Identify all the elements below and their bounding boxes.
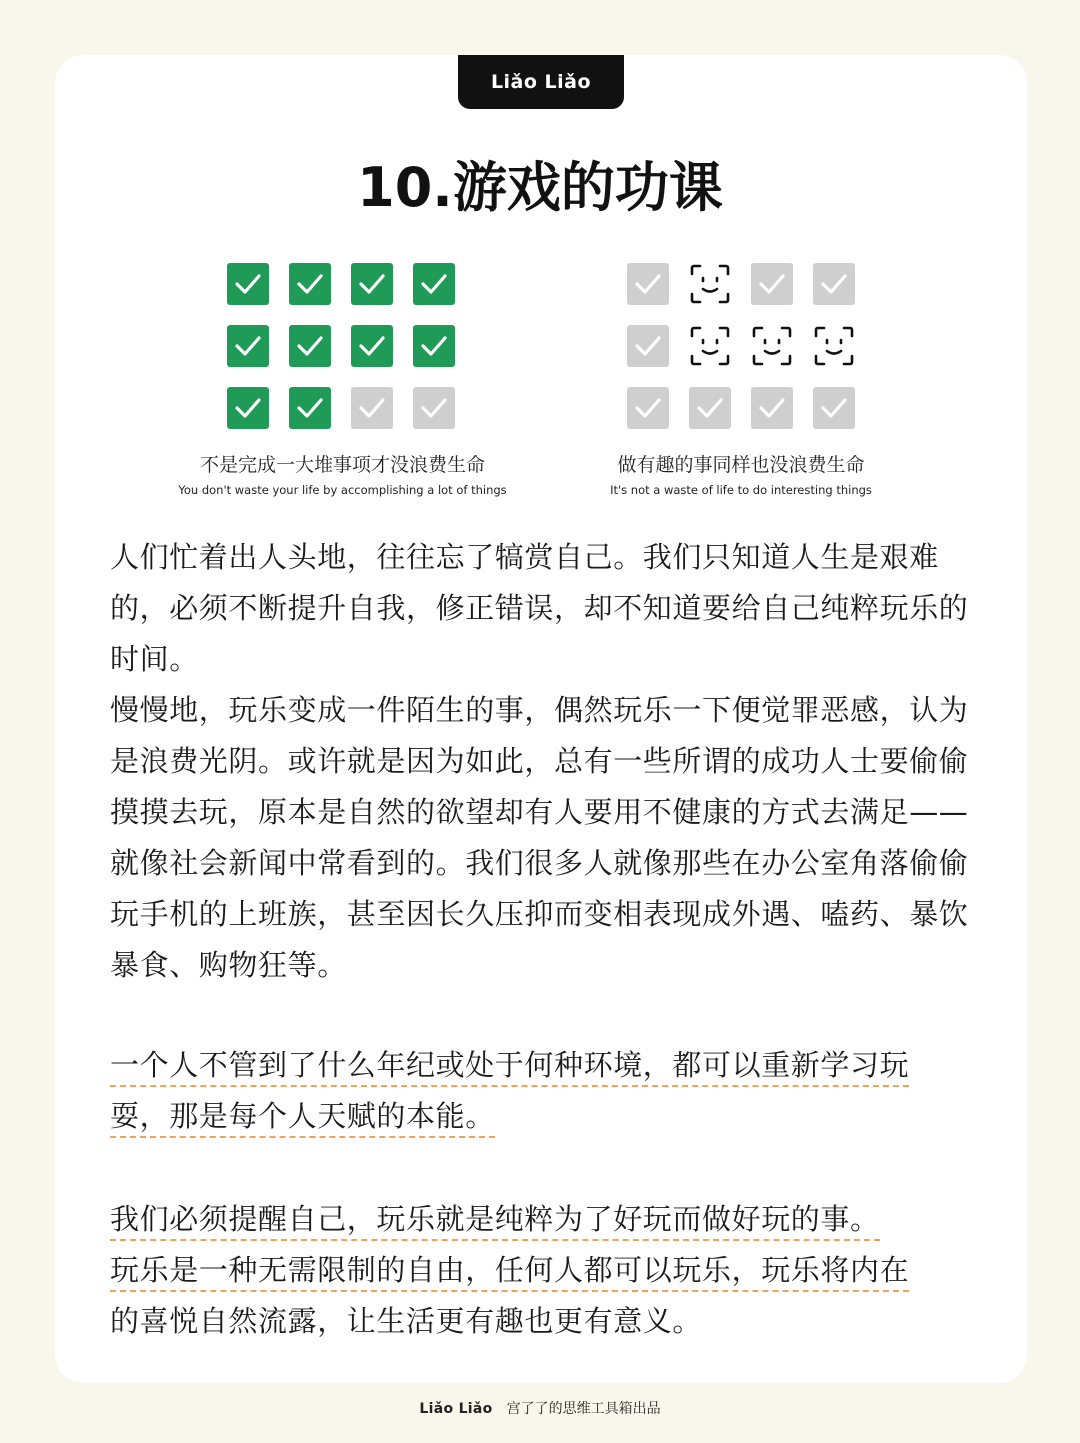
right-caption [570,450,912,497]
check-icon [689,387,731,429]
check-icon [813,263,855,305]
left-caption-en: You don't waste your life by accomplishing a lot of things [178,483,507,497]
smiley-face-icon [689,325,731,367]
smiley-face-icon [813,325,855,367]
left-caption-zh: 不是完成一大堆事项才没浪费生命 [199,454,485,476]
highlight-line: 一个人不管到了什么年纪或处于何种环境，都可以重新学习玩 [110,1048,909,1087]
check-icon [289,263,331,305]
paragraph-line: 的喜悦自然流露，让生活更有趣也更有意义。 [110,1304,703,1338]
highlight-line: 我们必须提醒自己，玩乐就是纯粹为了好玩而做好玩的事。 [110,1202,880,1241]
page-title: 10.游戏的功课 [357,156,723,219]
check-icon [751,263,793,305]
highlight-line: 玩乐是一种无需限制的自由，任何人都可以玩乐，玩乐将内在 [110,1253,909,1292]
check-icon [227,387,269,429]
check-icon [227,263,269,305]
footer-logo: Liǎo Liǎo [419,1401,493,1417]
check-icon [289,325,331,367]
footer-text: 宫了了的思维工具箱出品 [506,1401,661,1417]
highlight-paragraph-2 [110,1194,990,1347]
check-icon [351,387,393,429]
paragraph-2: 慢慢地，玩乐变成一件陌生的事，偶然玩乐一下便觉罪恶感，认为是浪费光阴。或许就是因为如此，总有一些所谓的成功人士要偷偷摸摸去玩，原本是自然的欲望却有人要用不健康的方式去满足——就像社会新闻中常看到的。我们很多人就像那些在办公室角落偷偷玩手机的上班族，甚至因长久压抑而变相表现成外遇、嗑药、暴饮暴食、购物狂等。 [110,693,969,982]
check-icon [627,263,669,305]
checklist-grid-accomplished [227,263,455,429]
check-icon [813,387,855,429]
check-icon [351,263,393,305]
highlight-paragraph-1 [110,1040,990,1142]
check-icon [413,325,455,367]
check-icon [351,325,393,367]
smiley-face-icon [751,325,793,367]
highlight-line: 耍，那是每个人天赋的本能。 [110,1099,495,1138]
right-caption-en: It's not a waste of life to do interesting things [610,483,872,497]
paragraph-intro [110,532,990,991]
footer [0,1398,1080,1418]
check-icon [751,387,793,429]
check-icon [413,263,455,305]
right-caption-zh: 做有趣的事同样也没浪费生命 [617,454,865,476]
paragraph-1: 人们忙着出人头地，往往忘了犒赏自己。我们只知道人生是艰难的，必须不断提升自我，修正错误，却不知道要给自己纯粹玩乐的时间。 [110,540,969,676]
check-icon [627,387,669,429]
check-icon [413,387,455,429]
brand-logo: Liǎo Liǎo [458,55,624,109]
checklist-grid-interesting [627,263,855,429]
check-icon [227,325,269,367]
check-icon [289,387,331,429]
smiley-face-icon [689,263,731,305]
left-caption [165,450,520,497]
check-icon [627,325,669,367]
